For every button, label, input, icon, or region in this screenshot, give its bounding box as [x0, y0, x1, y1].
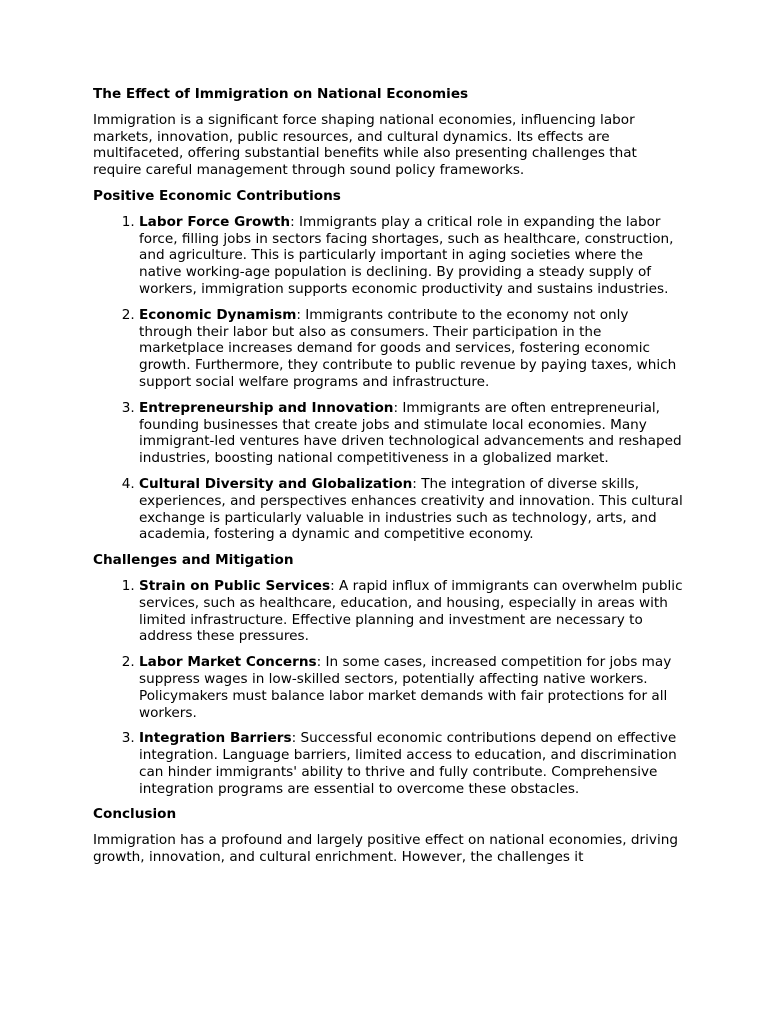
conclusion-paragraph: Immigration has a profound and largely positive effect on national economies, driving growth, innovation, and cultural enrichment. However, the challenges it — [93, 832, 678, 866]
positive-list — [93, 214, 683, 543]
list-item-text: : Successful economic contributions depend on effective integration. Language barriers, limited access to education, and discrimination can hinder immigrants' ability to thrive and fully contribute. Comprehensive integration programs are essential to overcome these obstacles. — [139, 730, 677, 797]
document-page — [93, 86, 683, 875]
list-item-term: Entrepreneurship and Innovation — [139, 399, 394, 416]
section-heading-challenges: Challenges and Mitigation — [93, 552, 294, 569]
list-item — [139, 400, 683, 467]
list-item-term: Economic Dynamism — [139, 306, 297, 323]
list-item-term: Labor Force Growth — [139, 213, 291, 230]
list-item-text: : In some cases, increased competition for jobs may suppress wages in low-skilled sectors, potentially affecting native workers. Policymakers must balance labor market demands with fair protections for all workers. — [139, 654, 672, 721]
list-item-text: : A rapid influx of immigrants can overwhelm public services, such as healthcare, education, and housing, especially in areas with limited infrastructure. Effective planning and investment are necessary to address these pressures. — [139, 577, 683, 645]
list-item-term: Cultural Diversity and Globalization — [139, 475, 413, 492]
list-item — [139, 476, 683, 543]
section-heading-conclusion: Conclusion — [93, 806, 177, 823]
section-heading-positive: Positive Economic Contributions — [93, 187, 341, 204]
list-item-text: : The integration of diverse skills, experiences, and perspectives enhances creativity and innovation. This cultural exchange is particularly valuable in industries such as technology, arts, and academia, fostering a dynamic and competitive economy. — [139, 475, 683, 543]
challenges-list — [93, 578, 683, 798]
list-item-term: Labor Market Concerns — [139, 654, 317, 671]
intro-paragraph: Immigration is a significant force shaping national economies, influencing labor markets, innovation, public resources, and cultural dynamics. Its effects are multifaceted, offering substantial benefits while also presenting challenges that require careful management through sound policy frameworks. — [93, 111, 637, 179]
list-item — [139, 654, 683, 721]
list-item — [139, 214, 683, 298]
list-item — [139, 307, 683, 391]
list-item-text: : Immigrants play a critical role in expanding the labor force, filling jobs in sectors facing shortages, such as healthcare, construction, and agriculture. This is particularly important in aging societies where the native working-age population is declining. By providing a steady supply of workers, immigration supports economic productivity and sustains industries. — [139, 213, 674, 297]
list-item-term: Strain on Public Services — [139, 577, 331, 594]
list-item — [139, 578, 683, 645]
list-item-term: Integration Barriers — [139, 730, 292, 747]
document-title: The Effect of Immigration on National Economies — [93, 86, 469, 102]
list-item-text: : Immigrants contribute to the economy not only through their labor but also as consumers. Their participation in the marketplace increases demand for goods and services, fostering economic growth. Furthermore, they contribute to public revenue by paying taxes, which support social welfare programs and infrastructure. — [139, 306, 677, 390]
list-item — [139, 730, 683, 797]
list-item-text: : Immigrants are often entrepreneurial, founding businesses that create jobs and stimulate local economies. Many immigrant-led ventures have driven technological advancements and reshaped industries, boosting national competitiveness in a globalized market. — [139, 399, 682, 467]
